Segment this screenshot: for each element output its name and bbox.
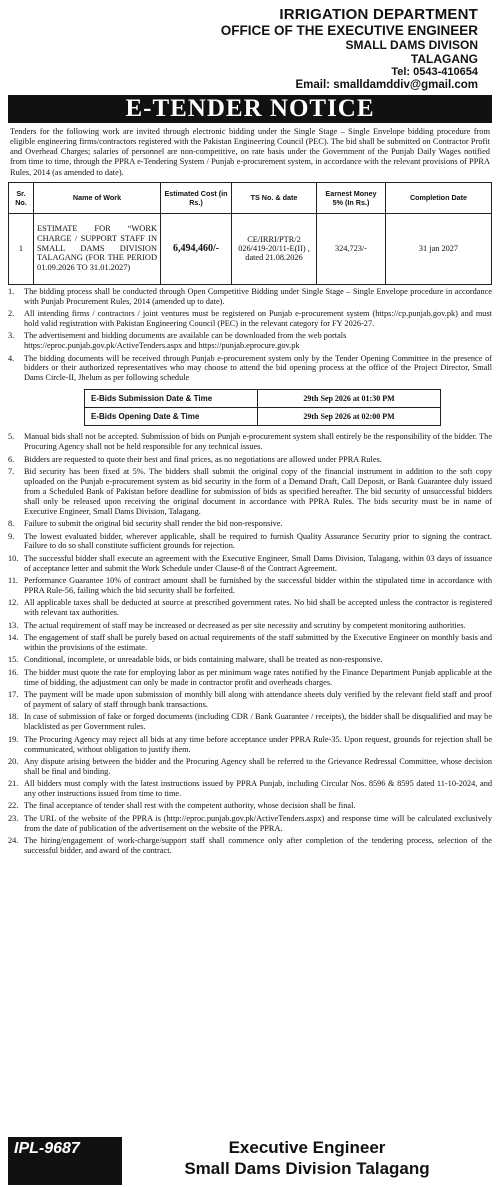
- term-text: The successful bidder shall execute an agreement with the Executive Engineer, Small Dams Division, Talagang, within 03 days of issuance of acceptance letter and submit the Work Schedule under Clause-8 of the Contract Agreement.: [24, 553, 492, 573]
- term-number: 2.: [8, 308, 15, 318]
- term-item: [8, 519, 492, 529]
- portal-links[interactable]: https://eproc.punjab.gov.pk/ActiveTenders.aspx and https://punjab.eprocure.gov.pk: [24, 341, 300, 351]
- division-name: SMALL DAMS DIVISON: [345, 37, 478, 52]
- term-item: [8, 801, 492, 811]
- signatory-block: [122, 1137, 492, 1185]
- department-name: IRRIGATION DEPARTMENT: [279, 6, 478, 23]
- term-text: The bidder must quote the rate for employing labor as per minimum wage rates notified by the Finance Department Punjab applicable at the time of bidding, the adjustment can only be made in contractor profit and overheads charges.: [24, 667, 492, 687]
- col-header-cost: Estimated Cost (in Rs.): [161, 182, 232, 213]
- ipl-number-box: IPL-9687: [8, 1137, 122, 1185]
- term-item: [8, 554, 492, 574]
- terms-list: [8, 287, 492, 384]
- col-header-work: Name of Work: [34, 182, 161, 213]
- tender-table: [8, 182, 492, 285]
- term-number: 7.: [8, 467, 15, 476]
- term-text: Failure to submit the original bid security shall render the bid non-responsive.: [24, 519, 283, 529]
- term-text: Manual bids shall not be accepted. Submission of bids on Punjab e-procurement system shall entirely be the responsibility of the bidder. The Procuring Agency shall not be held responsible for any technical issues.: [24, 432, 492, 452]
- schedule-row-submission: [85, 390, 441, 408]
- city-name: TALAGANG: [410, 51, 478, 66]
- term-item: [8, 331, 492, 351]
- signatory-office: Small Dams Division Talagang: [184, 1158, 430, 1178]
- term-item: [8, 455, 492, 465]
- term-text: The hiring/engagement of work-charge/support staff shall commence only after completion of the tendering process, selection of the successful bidder, and award of the contract.: [24, 836, 492, 856]
- term-text: The final acceptance of tender shall rest with the competent authority, whose decision shall be final.: [24, 801, 356, 811]
- term-item: [8, 576, 492, 596]
- opening-value: 29th Sep 2026 at 02:00 PM: [258, 408, 441, 426]
- term-number: 10.: [8, 553, 19, 563]
- schedule-row-opening: [85, 408, 441, 426]
- col-header-completion: Completion Date: [386, 182, 492, 213]
- term-text: All applicable taxes shall be deducted at source at prescribed government rates. No bid shall be accepted unless the contractor is registered with relevant tax authorities.: [24, 598, 492, 618]
- term-number: 5.: [8, 432, 15, 442]
- term-item: [8, 757, 492, 777]
- cell-earnest: 324,723/-: [317, 213, 386, 284]
- term-text: Bid security has been fixed at 5%. The bidders shall submit the original copy of the financial instrument in addition to the soft copy uploaded on the Punjab e-procurement system as bid security in the form of a Demand Draft, Call Deposit, or Bank Guarantee duly issued from a Scheduled Bank of Pakistan before deadline for submission of bids as specified hereafter. The bid security of unsuccessful bidders shall only be released upon receiving the original document in accordance with PPRA Rules. The bids security must be in name of Executive Engineer, Small Dams Division, Talagang.: [24, 467, 492, 516]
- opening-label: E-Bids Opening Date & Time: [85, 408, 258, 426]
- term-text: The Procuring Agency may reject all bids at any time before acceptance under PPRA Rule-35. Upon request, grounds for rejection shall be communicated, without obligation to justify them.: [24, 734, 492, 754]
- term-number: 22.: [8, 801, 19, 811]
- term-text: All bidders must comply with the latest instructions issued by PPRA Punjab, including Circular Nos. 8596 & 8595 dated 11-10-2024, and any other instructions issued from time to time.: [24, 779, 492, 799]
- term-item: [8, 598, 492, 618]
- term-text: The engagement of staff shall be purely based on actual requirements of the staff submitted by the Executive Engineer on monthly basis and within the provisions of the estimate.: [24, 633, 492, 652]
- term-number: 13.: [8, 620, 19, 630]
- term-item: [8, 621, 492, 631]
- term-text: In case of submission of fake or forged documents (including CDR / Bank Guarantee / receipts), the bidder shall be disqualified and may be blacklisted as per Government rules.: [24, 712, 492, 732]
- cell-work: ESTIMATE FOR “WORK CHARGE / SUPPORT STAFF IN SMALL DAMS DIVISION TALAGANG (FOR THE PERIOD 01.09.2026 TO 31.01.2027): [34, 213, 161, 284]
- term-text: Conditional, incomplete, or unreadable bids, or bids containing malware, shall be treated as non-responsive.: [24, 655, 383, 665]
- term-text: Bidders are requested to quote their best and final prices, as no negotiations are allowed under PPRA Rules.: [24, 454, 382, 464]
- submission-value: 29th Sep 2026 at 01:30 PM: [258, 390, 441, 408]
- term-number: 12.: [8, 598, 19, 608]
- term-text: Any dispute arising between the bidder and the Procuring Agency shall be referred to the Grievance Redressal Committee, whose decision shall be final and binding.: [24, 756, 492, 776]
- intro-paragraph: Tenders for the following work are invited through electronic bidding under the Single Stage – Single Envelope bidding procedure from eligible engineering firms/contractors registered with the Pakistan Engineering Council (PEC). The bid shall be submitted on Contractor Profit and Overhead Charges; salaries of personnel are non-competitive, on rate basis under the Government of the Punjab Daily Wages notified from time to time, through the PPRA e-Tendering System / Punjab e-procurement system, in accordance with the relevant provisions of PPRA Rules, 2014 (as amended to date).: [10, 127, 490, 177]
- term-item: [8, 668, 492, 688]
- term-item: [8, 532, 492, 552]
- term-item: [8, 309, 492, 329]
- cell-ts: CE/IRRI/PTR/2 026/419-20/11-E(II) , dated 21.08.2026: [232, 213, 317, 284]
- tender-table-header-row: [9, 182, 492, 213]
- col-header-sr: Sr. No.: [9, 182, 34, 213]
- col-header-ts: TS No. & date: [232, 182, 317, 213]
- term-text: The payment will be made upon submission of monthly bill along with attendance sheets duly verified by the relevant field staff and proof of payment of salary of staff through bank transactions.: [24, 689, 492, 709]
- term-item: [8, 633, 492, 653]
- term-number: 8.: [8, 519, 15, 529]
- term-number: 23.: [8, 813, 19, 823]
- submission-label: E-Bids Submission Date & Time: [85, 390, 258, 408]
- term-number: 1.: [8, 286, 15, 296]
- notice-title-banner: E-TENDER NOTICE: [8, 95, 492, 123]
- letterhead: [8, 6, 492, 92]
- term-text: Performance Guarantee 10% of contract amount shall be furnished by the successful bidder within the stipulated time in accordance with PPRA Rule-56, failing which the bid security shall be forfeited.: [24, 576, 492, 596]
- cell-cost: 6,494,460/-: [161, 213, 232, 284]
- term-item: [8, 712, 492, 732]
- term-number: 17.: [8, 689, 19, 699]
- term-number: 19.: [8, 734, 19, 744]
- table-row: [9, 213, 492, 284]
- term-item: [8, 690, 492, 710]
- telephone: Tel: 0543-410654: [391, 66, 478, 79]
- term-item: [8, 467, 492, 517]
- signatory-title: Executive Engineer: [228, 1138, 386, 1157]
- cell-sr: 1: [9, 213, 34, 284]
- term-number: 3.: [8, 331, 15, 341]
- schedule-table: [84, 389, 441, 426]
- term-number: 21.: [8, 779, 19, 789]
- term-text: The bidding process shall be conducted through Open Competitive Bidding under Single Stage – Single Envelope procedure in accordance with Punjab Procurement Rules, 2014 (amended up to date).: [24, 286, 492, 306]
- term-number: 14.: [8, 633, 19, 643]
- email: Email: smalldamddiv@gmail.com: [295, 79, 478, 91]
- term-item: [8, 836, 492, 856]
- term-text: The advertisement and bidding documents are available can be downloaded from the web portals: [24, 331, 347, 341]
- term-number: 9.: [8, 531, 15, 541]
- term-number: 16.: [8, 667, 19, 677]
- term-item: [8, 655, 492, 665]
- term-item: [8, 287, 492, 307]
- col-header-earnest: Earnest Money 5% (In Rs.): [317, 182, 386, 213]
- term-text: The URL of the website of the PPRA is (http://eproc.punjab.gov.pk/ActiveTenders.aspx) and response time will be calculated exclusively from the date of publication of the advertisement on the website of the PPRA.: [24, 813, 492, 833]
- term-item: [8, 432, 492, 452]
- term-number: 11.: [8, 576, 19, 586]
- term-text: The lowest evaluated bidder, wherever applicable, shall be required to furnish Quality Assurance Security prior to signing the contract. Failure to do so shall constitute sufficient grounds for rejection.: [24, 531, 492, 551]
- term-item: [8, 814, 492, 834]
- term-number: 20.: [8, 756, 19, 766]
- terms-list-continued: [8, 432, 492, 856]
- cell-completion: 31 jan 2027: [386, 213, 492, 284]
- term-item: [8, 354, 492, 384]
- office-name: OFFICE OF THE EXECUTIVE ENGINEER: [220, 23, 478, 39]
- term-number: 15.: [8, 655, 19, 665]
- term-number: 18.: [8, 712, 19, 722]
- notice-footer: [8, 1137, 492, 1185]
- term-item: [8, 779, 492, 799]
- term-number: 24.: [8, 836, 19, 846]
- term-text: The bidding documents will be received through Punjab e-procurement system only by the Tender Opening Committee in the presence of bidders or their authorized representatives who may choose to attend the bid opening process at the office of the Project Director, Small Dams Circle-II, Jhelum as per following schedule: [24, 353, 492, 383]
- term-text: The actual requirement of staff may be increased or decreased as per site necessity and scrutiny by competent monitoring authorities.: [24, 620, 466, 630]
- term-number: 4.: [8, 353, 15, 363]
- term-number: 6.: [8, 454, 15, 464]
- term-item: [8, 735, 492, 755]
- term-text: All intending firms / contractors / joint ventures must be registered on Punjab e-procurement system (https://cp.punjab.gov.pk) and must hold valid registration with Pakistan Engineering Council (PEC) in the relevant category for FY 2026-27.: [24, 308, 492, 328]
